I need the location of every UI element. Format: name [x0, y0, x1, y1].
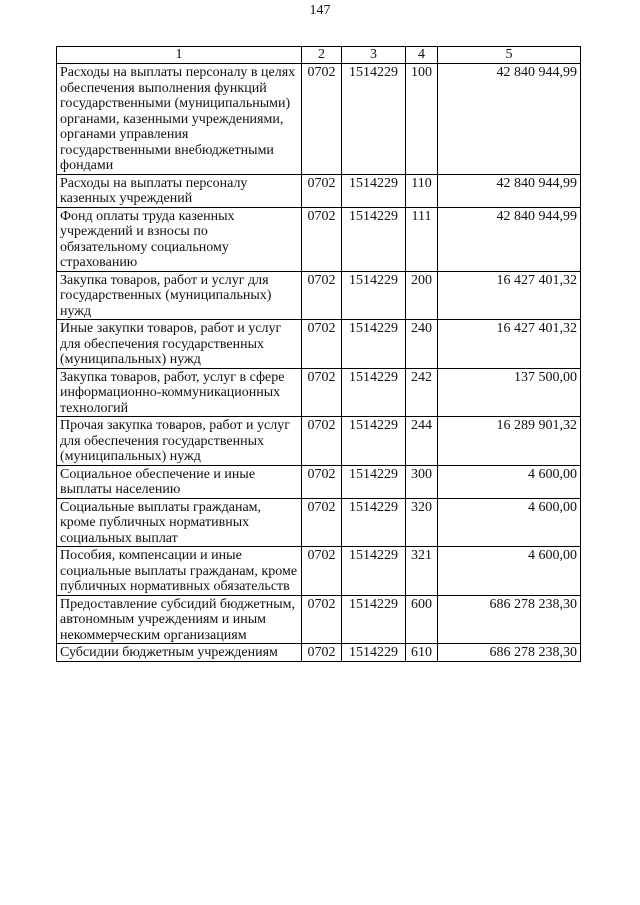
table-row — [57, 547, 581, 596]
row-amount: 42 840 944,99 — [438, 64, 581, 175]
row-article: 1514229 — [342, 271, 406, 320]
row-article: 1514229 — [342, 498, 406, 547]
row-article: 1514229 — [342, 368, 406, 417]
table-header — [57, 47, 581, 64]
row-type: 600 — [406, 595, 438, 644]
row-type: 110 — [406, 174, 438, 207]
row-section: 0702 — [302, 320, 342, 369]
header-col-4: 4 — [406, 47, 438, 64]
row-section: 0702 — [302, 644, 342, 662]
row-amount: 16 427 401,32 — [438, 271, 581, 320]
row-amount: 4 600,00 — [438, 498, 581, 547]
row-name: Закупка товаров, работ, услуг в сфере информационно-коммуникационных технологий — [57, 368, 302, 417]
row-section: 0702 — [302, 368, 342, 417]
row-amount: 137 500,00 — [438, 368, 581, 417]
row-section: 0702 — [302, 207, 342, 271]
row-type: 100 — [406, 64, 438, 175]
row-article: 1514229 — [342, 644, 406, 662]
row-type: 300 — [406, 465, 438, 498]
row-name: Иные закупки товаров, работ и услуг для обеспечения государственных (муниципальных) нужд — [57, 320, 302, 369]
row-article: 1514229 — [342, 207, 406, 271]
row-amount: 4 600,00 — [438, 465, 581, 498]
row-article: 1514229 — [342, 417, 406, 466]
table-row — [57, 207, 581, 271]
row-amount: 42 840 944,99 — [438, 174, 581, 207]
row-name: Социальные выплаты гражданам, кроме публичных нормативных социальных выплат — [57, 498, 302, 547]
row-article: 1514229 — [342, 64, 406, 175]
header-col-3: 3 — [342, 47, 406, 64]
row-type: 242 — [406, 368, 438, 417]
row-name: Фонд оплаты труда казенных учреждений и взносы по обязательному социальному страхованию — [57, 207, 302, 271]
row-article: 1514229 — [342, 595, 406, 644]
table-row — [57, 64, 581, 175]
table-row — [57, 498, 581, 547]
table-row — [57, 174, 581, 207]
row-article: 1514229 — [342, 547, 406, 596]
row-section: 0702 — [302, 498, 342, 547]
row-amount: 16 289 901,32 — [438, 417, 581, 466]
table-row — [57, 465, 581, 498]
row-article: 1514229 — [342, 174, 406, 207]
row-article: 1514229 — [342, 320, 406, 369]
row-name: Пособия, компенсации и иные социальные выплаты гражданам, кроме публичных нормативных обязательств — [57, 547, 302, 596]
row-section: 0702 — [302, 595, 342, 644]
table-row — [57, 320, 581, 369]
row-type: 321 — [406, 547, 438, 596]
row-name: Прочая закупка товаров, работ и услуг для обеспечения государственных (муниципальных) нужд — [57, 417, 302, 466]
row-amount: 686 278 238,30 — [438, 644, 581, 662]
row-name: Расходы на выплаты персоналу казенных учреждений — [57, 174, 302, 207]
row-type: 610 — [406, 644, 438, 662]
row-section: 0702 — [302, 174, 342, 207]
row-amount: 42 840 944,99 — [438, 207, 581, 271]
row-name: Расходы на выплаты персоналу в целях обеспечения выполнения функций государственными (муниципальными) органами, казенными учреждениями, органами управления государственными внебюджетными фондами — [57, 64, 302, 175]
row-type: 320 — [406, 498, 438, 547]
table-row — [57, 644, 581, 662]
header-col-1: 1 — [57, 47, 302, 64]
row-name: Субсидии бюджетным учреждениям — [57, 644, 302, 662]
header-row — [57, 47, 581, 64]
header-col-2: 2 — [302, 47, 342, 64]
row-section: 0702 — [302, 64, 342, 175]
row-name: Предоставление субсидий бюджетным, автономным учреждениям и иным некоммерческим организациям — [57, 595, 302, 644]
row-name: Социальное обеспечение и иные выплаты населению — [57, 465, 302, 498]
row-type: 240 — [406, 320, 438, 369]
row-section: 0702 — [302, 547, 342, 596]
page-number: 147 — [309, 3, 331, 18]
header-col-5: 5 — [438, 47, 581, 64]
row-amount: 16 427 401,32 — [438, 320, 581, 369]
table-row — [57, 368, 581, 417]
row-section: 0702 — [302, 417, 342, 466]
budget-table — [56, 46, 581, 662]
row-section: 0702 — [302, 271, 342, 320]
row-article: 1514229 — [342, 465, 406, 498]
table-row — [57, 417, 581, 466]
table-row — [57, 595, 581, 644]
row-amount: 686 278 238,30 — [438, 595, 581, 644]
row-amount: 4 600,00 — [438, 547, 581, 596]
row-type: 111 — [406, 207, 438, 271]
row-type: 200 — [406, 271, 438, 320]
row-section: 0702 — [302, 465, 342, 498]
row-name: Закупка товаров, работ и услуг для государственных (муниципальных) нужд — [57, 271, 302, 320]
row-type: 244 — [406, 417, 438, 466]
table-row — [57, 271, 581, 320]
